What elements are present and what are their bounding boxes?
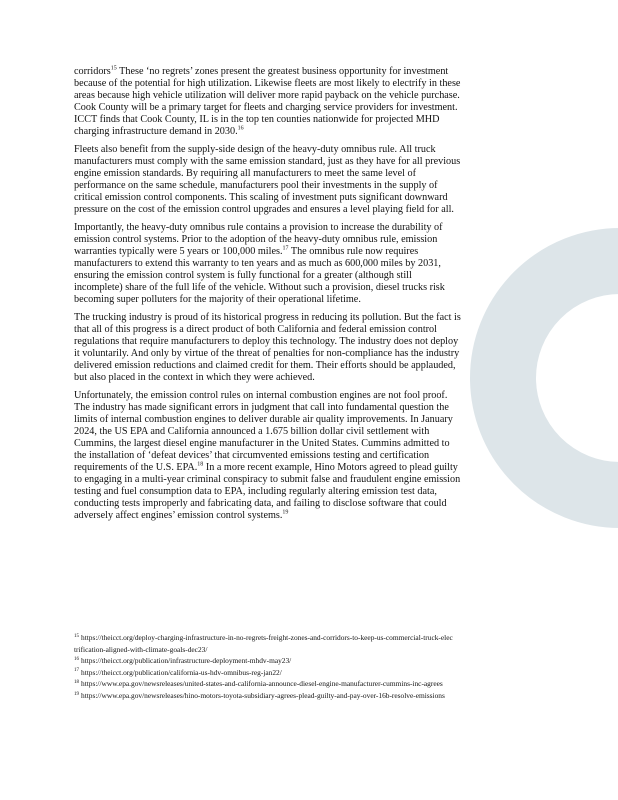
- footnote-number: 18: [74, 679, 79, 685]
- paragraph-text: In a more recent example, Hino Motors agreed to plead guilty to engaging in a multi-year criminal conspiracy to submit false and fraudulent engine emission testing and fuel consumption data to EPA, including regularly altering emission test data, conducting tests improperly and fabricating data, and failing to disclose software that could adversely affect engines’ emission control systems.: [74, 462, 461, 521]
- footnote-link[interactable]: https://theicct.org/publication/california-us-hdv-omnibus-reg-jan22/: [81, 667, 282, 677]
- footnote-18: [74, 678, 454, 690]
- paragraph-industry-progress: The trucking industry is proud of its historical progress in reducing its pollution. But the fact is that all of this progress is a direct product of both California and federal emission control regulations that require manufacturers to deploy this technology. The industry does not deploy it voluntarily. And only by virtue of the threat of penalties for non-compliance has the industry delivered emission reductions and claimed credit for them. Their efforts should be applauded, but also placed in the context in which they were achieved.: [74, 312, 461, 383]
- paragraph-text: The omnibus rule now requires manufacturers to extend this warranty to ten years and as much as 600,000 miles by 2031, ensuring the emission control system is fully functional for a greater (although still incomplete) share of the full life of the vehicle. Without such a provision, diesel trucks risk becoming super polluters for the majority of their operational lifetime.: [74, 246, 445, 305]
- paragraph-text: Unfortunately, the emission control rules on internal combustion engines are not fool proof. The industry has made significant errors in judgment that call into fundamental question the limits of internal combustion engines to deliver durable air quality improvements. In January 2024, the US EPA and California announced a 1.675 billion dollar civil settlement with Cummins, the largest diesel engine manufacturer in the United States. Cummins admitted to the installation of ‘defeat devices’ that circumvented emissions testing and certification requirements of the U.S. EPA.: [74, 390, 453, 473]
- footnote-ref: 19: [282, 509, 289, 516]
- footnote-ref: 17: [282, 245, 289, 252]
- footnote-ref: 16: [237, 125, 244, 132]
- paragraph-corridors: [74, 66, 462, 138]
- footnotes: [74, 632, 454, 702]
- footnote-number: 17: [74, 668, 79, 674]
- footnote-ref: 15: [110, 65, 117, 72]
- footnote-link[interactable]: https://theicct.org/deploy-charging-infrastructure-in-no-regrets-freight-zones-and-corridors-to-keep-us-commercial-truck-electrification-aligned-with-climate-goals-dec23/: [74, 633, 453, 654]
- footnote-link[interactable]: https://www.epa.gov/newsreleases/united-states-and-california-announce-diesel-engine-manufacturer-cummins-inc-agrees: [81, 679, 443, 689]
- footnote-link[interactable]: https://theicct.org/publication/infrastructure-deployment-mhdv-may23/: [81, 656, 292, 666]
- footnote-number: 19: [74, 691, 79, 697]
- paragraph-durability: [74, 222, 462, 306]
- footnote-link[interactable]: https://www.epa.gov/newsreleases/hino-motors-toyota-subsidiary-agrees-plead-guilty-and-pay-over-16b-resolve-emissions: [81, 690, 445, 700]
- footnote-17: [74, 667, 454, 679]
- footnote-16: [74, 655, 454, 667]
- paragraph-fleets-benefit: Fleets also benefit from the supply-side design of the heavy-duty omnibus rule. All truck manufacturers must comply with the same emission standard, just as they have for all previous engine emission standards. By requiring all manufacturers to meet the same level of performance on the same schedule, manufacturers pool their investments in the supply of critical emission control components. This scaling of investment puts significant downward pressure on the cost of the emission control upgrades and ensures a level playing field for all.: [74, 144, 461, 215]
- page-body: [74, 66, 462, 528]
- decorative-arc: [470, 228, 618, 528]
- footnote-number: 16: [74, 656, 79, 662]
- footnote-ref: 18: [197, 461, 204, 468]
- footnote-19: [74, 690, 454, 702]
- paragraph-not-fool-proof: [74, 390, 462, 522]
- decorative-arc-ring: [503, 261, 618, 495]
- paragraph-text: These ‘no regrets’ zones present the greatest business opportunity for investment because of the potential for high utilization. Likewise fleets are most likely to electrify in these areas because high vehicle utilization will deliver more rapid payback on the vehicle purchase. Cook County will be a primary target for fleets and charging service providers for investment. ICCT finds that Cook County, IL is in the top ten counties nationwide for projected MHD charging infrastructure demand in 2030.: [74, 66, 461, 137]
- paragraph-text: Importantly, the heavy-duty omnibus rule contains a provision to increase the durability of emission control systems. Prior to the adoption of the heavy-duty omnibus rule, emission warranties typically were 5 years or 100,000 miles.: [74, 222, 443, 257]
- paragraph-text: corridors: [74, 66, 111, 77]
- footnote-15: [74, 632, 454, 655]
- footnote-number: 15: [74, 633, 79, 639]
